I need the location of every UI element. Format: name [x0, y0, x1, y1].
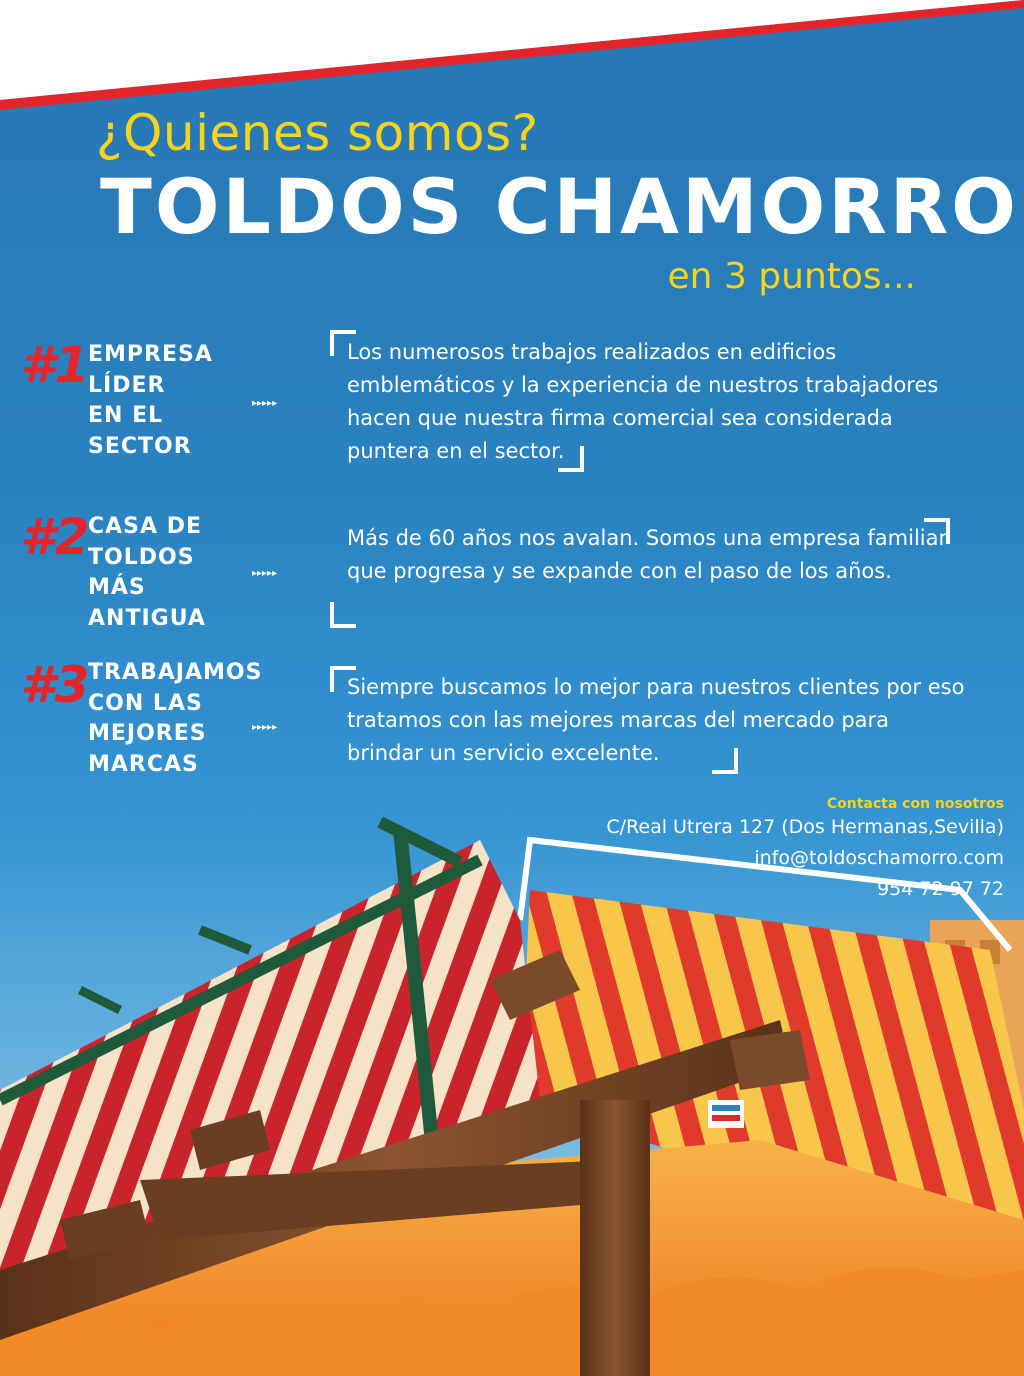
arrow-icon: ▸▸▸▸▸: [252, 568, 278, 579]
contact-phone[interactable]: 954 72 97 72: [877, 878, 1004, 900]
contact-block: [606, 796, 1004, 905]
point-text-1: Los numerosos trabajos realizados en edificios emblemáticos y la experiencia de nuestros trabajadores hacen que nuestra firma comercial sea considerada puntera en el sector.: [347, 340, 939, 463]
brand-title: TOLDOS CHAMORRO: [100, 162, 1019, 251]
point-text-2: Más de 60 años nos avalan. Somos una empresa familiar que progresa y se expande con el paso de los años.: [347, 526, 948, 583]
corner-bracket-icon: [712, 748, 738, 774]
contact-address: C/Real Utrera 127 (Dos Hermanas,Sevilla): [606, 816, 1004, 838]
contact-email[interactable]: info@toldoschamorro.com: [754, 847, 1004, 869]
corner-bracket-icon: [330, 602, 356, 628]
arrow-icon: ▸▸▸▸▸: [252, 722, 278, 733]
point-label-1: EMPRESA LÍDER EN EL SECTOR: [88, 342, 213, 459]
corner-bracket-icon: [558, 446, 584, 472]
contact-title: Contacta con nosotros: [826, 796, 1004, 812]
point-text-3: Siempre buscamos lo mejor para nuestros clientes por eso tratamos con las mejores marcas del mercado para brindar un servicio excelente.: [347, 675, 965, 765]
point-label-2: CASA DE TOLDOS MÁS ANTIGUA: [88, 514, 206, 631]
heading-subtitle: en 3 puntos...: [667, 256, 916, 297]
point-label-3: TRABAJAMOS CON LAS MEJORES MARCAS: [88, 660, 263, 777]
point-number-1: #1: [20, 336, 90, 394]
arrow-icon: ▸▸▸▸▸: [252, 398, 278, 409]
point-number-2: #2: [20, 508, 90, 566]
heading-question: ¿Quienes somos?: [96, 104, 539, 162]
point-number-3: #3: [20, 656, 90, 714]
